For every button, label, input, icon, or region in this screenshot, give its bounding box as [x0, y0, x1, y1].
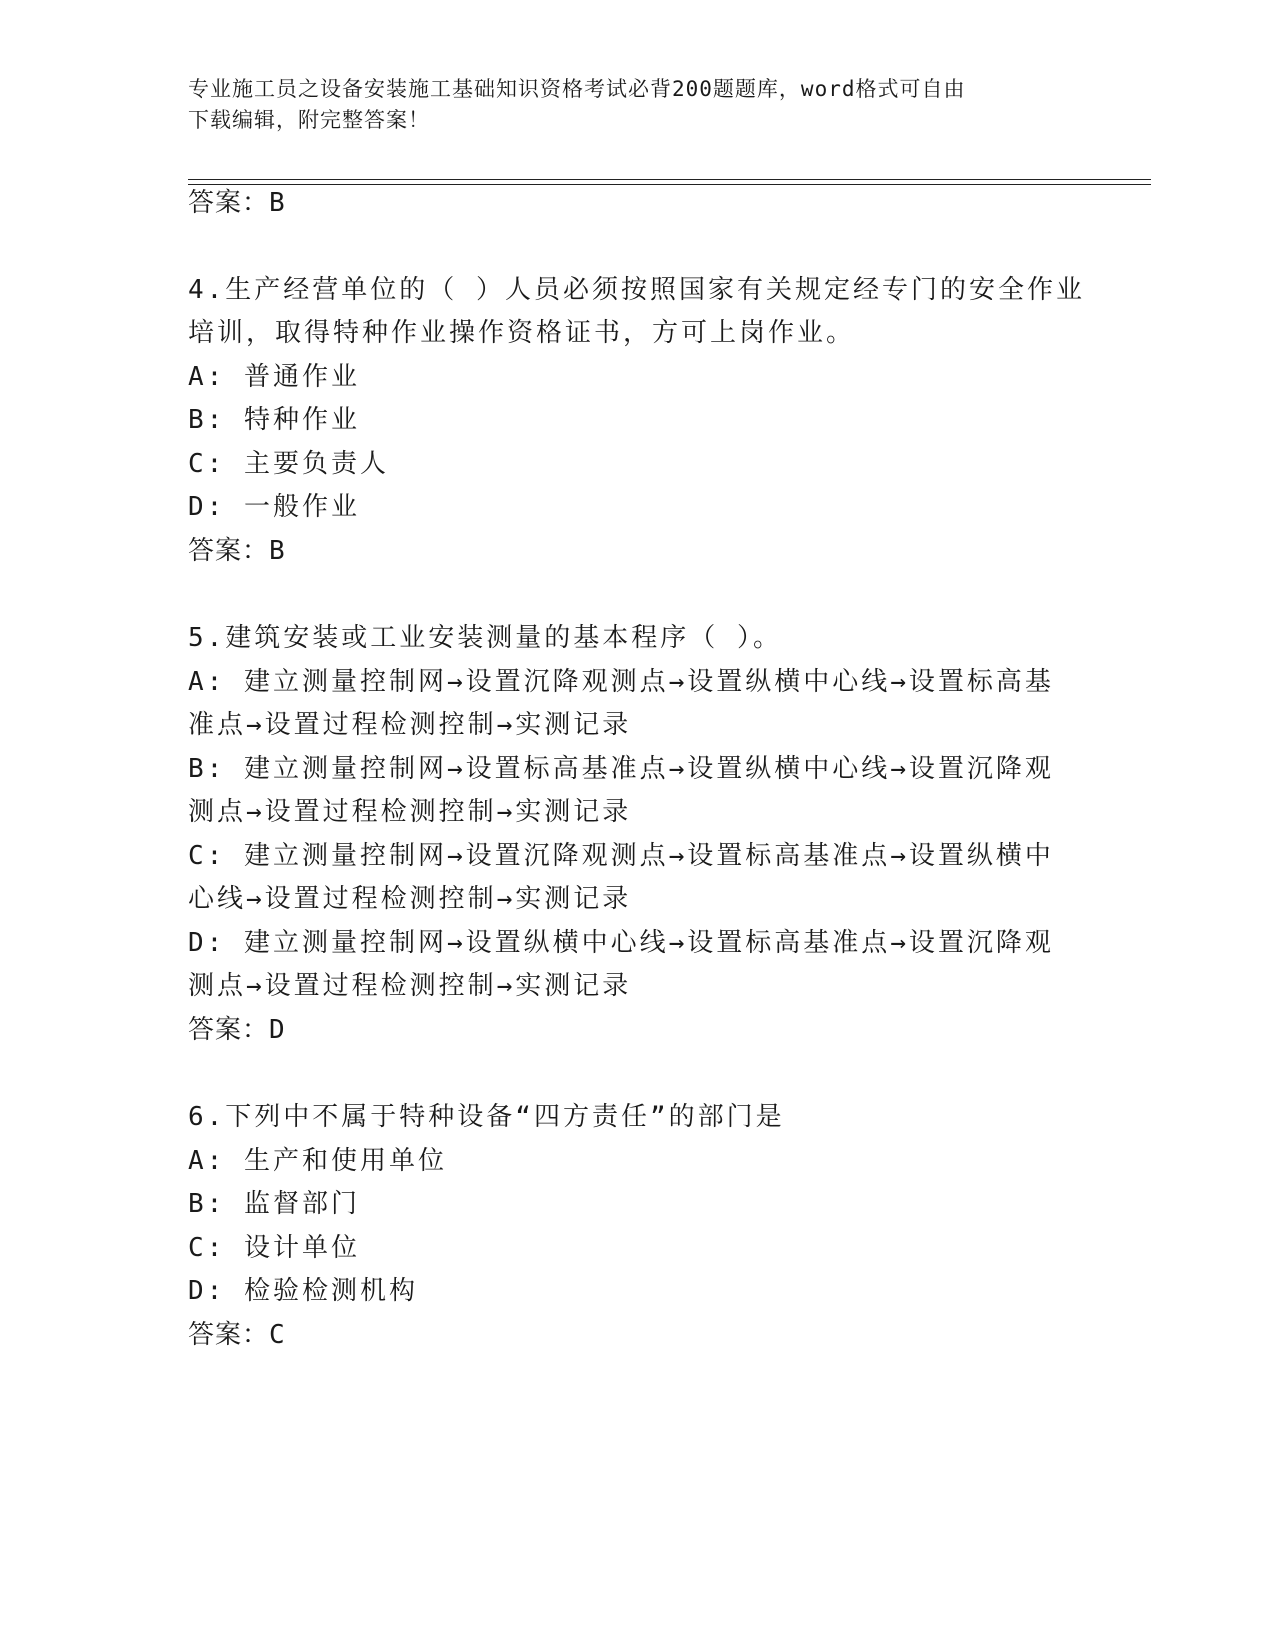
- question-4-option-a: A: 普通作业: [188, 362, 360, 392]
- document-header: [188, 74, 1068, 136]
- question-5-option-a-line-2: 准点→设置过程检测控制→实测记录: [188, 710, 632, 740]
- question-5-option-b-line-2: 测点→设置过程检测控制→实测记录: [188, 797, 632, 827]
- question-6-option-b: B: 监督部门: [188, 1189, 360, 1219]
- header-divider-bottom: [188, 184, 1151, 185]
- answer-prev: 答案：B: [188, 188, 286, 218]
- question-5-option-d-line-2: 测点→设置过程检测控制→实测记录: [188, 971, 632, 1001]
- question-5-stem: 5.建筑安装或工业安装测量的基本程序（ ）。: [188, 623, 782, 653]
- question-4-option-b: B: 特种作业: [188, 405, 360, 435]
- question-4-option-c: C: 主要负责人: [188, 449, 389, 479]
- question-5-option-b-line-1: B: 建立测量控制网→设置标高基准点→设置纵横中心线→设置沉降观: [188, 754, 1054, 784]
- question-5-option-d-line-1: D: 建立测量控制网→设置纵横中心线→设置标高基准点→设置沉降观: [188, 928, 1054, 958]
- question-6-option-a: A: 生产和使用单位: [188, 1146, 447, 1176]
- question-4-option-d: D: 一般作业: [188, 492, 360, 522]
- question-4-answer: 答案：B: [188, 536, 286, 566]
- question-5-option-c-line-2: 心线→设置过程检测控制→实测记录: [188, 884, 632, 914]
- question-6-answer: 答案：C: [188, 1320, 286, 1350]
- question-6-option-c: C: 设计单位: [188, 1233, 360, 1263]
- question-4-stem-line-1: 4.生产经营单位的（ ）人员必须按照国家有关规定经专门的安全作业: [188, 275, 1085, 305]
- question-5-option-a-line-1: A: 建立测量控制网→设置沉降观测点→设置纵横中心线→设置标高基: [188, 667, 1054, 697]
- question-5-option-c-line-1: C: 建立测量控制网→设置沉降观测点→设置标高基准点→设置纵横中: [188, 841, 1054, 871]
- question-6-option-d: D: 检验检测机构: [188, 1276, 418, 1306]
- header-divider-top: [188, 179, 1151, 180]
- question-5-answer: 答案：D: [188, 1015, 286, 1045]
- question-4-stem-line-2: 培训，取得特种作业操作资格证书，方可上岗作业。: [188, 318, 856, 348]
- header-line-2: 下载编辑，附完整答案！: [188, 108, 430, 132]
- header-line-1: 专业施工员之设备安装施工基础知识资格考试必背200题题库，word格式可自由: [188, 77, 966, 101]
- question-6-stem: 6.下列中不属于特种设备“四方责任”的部门是: [188, 1102, 785, 1132]
